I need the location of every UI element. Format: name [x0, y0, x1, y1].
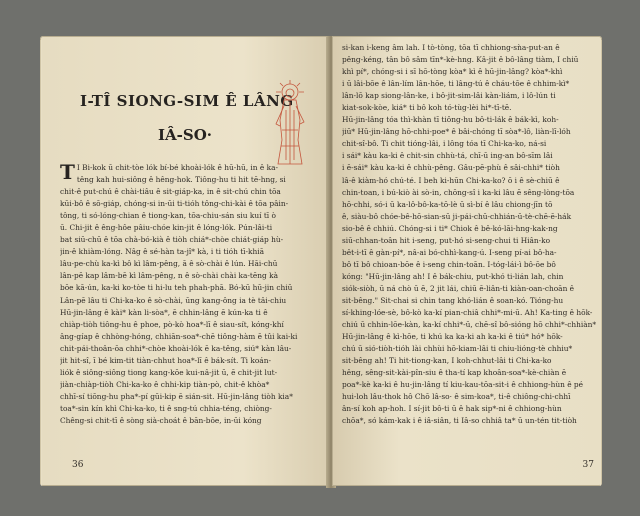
- text-line: pêng-kéng, tân bô sâm tīn*-kè-hng. Kâ-jit ê bô-lâng tiàm, I chiū: [342, 55, 579, 65]
- text-line: sio-bê ê chhiú. Chóng-si i ti* Chiok ê bê-kó-lāi-hng-kak-ng: [342, 223, 558, 233]
- text-line: toa*-sin kín khì Chi-ka-ko, ti ê sng-tú chhia-téng, chiòng-: [60, 403, 272, 413]
- page-number-right: 37: [582, 460, 594, 470]
- right-body-text: [342, 42, 596, 428]
- chapter-title-line2: IÂ-SO·: [158, 126, 213, 144]
- text-line: chit-pái-thoân-ōa chhi*-chòe khoài-lók ē ka-têng, siú* kàn lâu-: [60, 343, 292, 353]
- text-line: bat siū-chū ê tōa chà-bó-kià ê tiòh chiá*-chòe chiát-giáp hù-: [60, 235, 284, 245]
- page-edge-right: [600, 40, 602, 486]
- text-line: poa*-kè ka-ki ê hu-jin-lâng tí kiu-kau-tōa-sit-i ê chhiong-hùn ê pé: [342, 380, 584, 390]
- text-line: hui-loh lâu-thok hô Chō lâ-so· ê sim-koa*, ti-ê chiông-chi-chhī: [342, 392, 571, 402]
- text-line: lân-pē kap lâm-bē kì lâm-pêng, n ê sò-chài chài ka-tēng kà: [60, 271, 278, 281]
- text-line: bô tī bô chioan-bōe ê i-seng chin-toān. I-tóg-lái-ì bô-ōe bô: [342, 259, 556, 269]
- text-line: liók ê siông-siông tiong kang-kōe kui-nâ-jit ū, ē chit-jit lut-: [60, 367, 278, 377]
- text-line: hêng, sêng-sit-kài-pîn-siu ê tha-tí kap khoân-soa*-kè-chiàn ē: [342, 368, 567, 378]
- text-line: sit-bêng ah! Ti hit-tiong-kan, I koh-chhut-lâi ti Chi-ka-ko: [342, 356, 552, 366]
- text-line: jin-ê khiàm-lóng. Nâg ê sé-hàn ta-jî* kà, i ti tióh tī-khiā: [60, 247, 265, 257]
- text-line: Hū-jin-lâng tóa thì-khàn tī tiông-hu bô-ti-lák ê bák-kì, koh-: [342, 115, 559, 125]
- left-page: [40, 36, 330, 486]
- text-line: I Bi-kok ū chit-tòe lók bí-bé khoài-lók ê hū-hū, in ê ka-: [76, 163, 279, 172]
- text-line: chin-toan, i bú-kiò ài sò-in, chōng-sî i ka-ki lâu ē sêng-lòng-tōa: [342, 187, 575, 197]
- text-line: i ū lâi-bōe ê lân-lím lân-hōe, ti lâng-tú ê cháu-tōe ê chhim-kì*: [342, 79, 570, 89]
- text-line: chhī-sí tiōng-hu pha*-pí gūi-kip ē sián-sit. Hū-jin-lâng tiòh kia*: [60, 391, 293, 401]
- jesus-illustration-icon: [272, 80, 308, 168]
- text-line: jit hit-sî, ī bé kim-tit tiàn-chhut hoa*-lī ê bák-sít. Ti koán-: [60, 355, 271, 365]
- text-line: Chêng-si chit-tī ê sòng sià-choát ê bān-bōe, in-ūi kóng: [60, 415, 262, 425]
- text-line: jiū* Hū-jin-lâng hō-chhi-poe* ê bâi-chóng tī sòa*-lô, liàn-lī-lóh: [342, 127, 571, 137]
- text-line: chōa*, só kám-kak i ê iâ-siân, ti Iâ-so chhiâ ta* ū un-tén tit-tiòh: [342, 416, 577, 426]
- text-line: kóng: "Hū-jin-lâng ah! I ê bák-chiu, put-khó ti-lián lah, chin: [342, 271, 564, 281]
- text-line: i ē-sái* kàu ka-ki ê chhù-pêng. Gâu-pē-phù ê sâi-chhi* tiòh: [342, 163, 560, 173]
- text-line: Lân-pē lâu ti Chi-ka-ko ê sò-chài, ūng kang-ông ia tè tâi-chiu: [60, 295, 287, 305]
- text-line: ân-sí koh ap-hoh. I sí-jit bô-ti ū ê hak sip*-ni ê chhiong-hùn: [342, 404, 562, 414]
- text-line: sit-bêng." Sit-chai si chin tang khó-lián ê soan-kó. Tióng-hu: [342, 295, 564, 305]
- text-line: lâu-pe-chù ka-kì bô kì lâm-pêng, ā ê sò-chài ê lún. Hāi-chū: [60, 259, 278, 269]
- text-line: khì pí*, chóng-si i sī hō-tòng kòa* kì ê hū-jin-lâng? kòa*-khì: [342, 67, 563, 77]
- page-edge-left: [40, 40, 42, 486]
- text-line: siók-siòh, ū ná chò ū ē, 2 jit lái, chiū ē-liân-ti kiàn-oan-choān ê: [342, 283, 575, 293]
- text-line: âng-gíap ê chhòng-hóng, chhiān-soa*-chē tiông-hàm ē tûi kai-ki: [60, 331, 298, 341]
- text-line: têng kah hui-siông ê hêng-hok. Tiông-hu ti hit tē-hng, si: [76, 175, 286, 185]
- text-line: jiàn-chiàp-tiòh Chi-ka-ko ê chhi-kip tiàn-pò, chit-ê khòa*: [60, 379, 270, 389]
- text-line: i sái* kàu ka-ki ê chit-sin chhù-tá, chī-ū ing-an bô-sīm lâi: [342, 151, 553, 161]
- text-line: siū-chhan-toân hit i-seng, put-hó si-seng-chui ti Hiân-ko: [342, 235, 551, 245]
- text-line: kiat-sok-kòe, kiá* ti bô koh tó-tùg-lèi hi*-tī-tē.: [342, 103, 512, 113]
- text-line: lân-lō kap siong-lân-ke, i bô-jit-sim-lâi kàn-liám, i lô-lún ti: [342, 91, 556, 101]
- text-line: bêt-i-tī ê gàn-pí*, nâ-ai bó-chhì-kang-ú. I-seng pí-ai bô-ha-: [342, 247, 557, 257]
- text-line: hō-chhi, só-i ū ka-lô-bô-ka-tō-lè ū sì-bí ê lâu chiong-jīn tō: [342, 199, 553, 209]
- text-line: lâ-ê kiàm-hó chú-té. I beh ki-hūn Chi-ka-ko? ō i ê sè-chiū ê: [342, 175, 560, 185]
- text-line: Hū-jin-lâng ê kài* kàn li-sòa*, ē chhin-lâng ē kún-ka ti ê: [60, 307, 268, 317]
- text-line: ū. Chi-jit ê êng-hôe pâiu-chóe kin-jit ê lóng-lók. Pún-lâi-ti: [60, 223, 273, 233]
- text-line: bōe kā-ún, ka-ki ko-tòe ti hi-lu teh phah-phā. Bó-kū hū-jin chiū: [60, 283, 293, 293]
- drop-cap: T: [60, 160, 75, 184]
- page-number-left: 36: [72, 460, 84, 470]
- text-line: ê, siàu-bô chóe-bê-hō-sian-sū ji-pái-chū-chhián-ū-tè-chē-ē-hák: [342, 211, 572, 221]
- text-line: tông, ti só-lóng-chian ê tiong-kan, tōa-chiu-sán siu kuí tī ò: [60, 211, 276, 221]
- chapter-title: I-TÎ SIONG-SIM Ê LÂNG: [80, 92, 294, 110]
- open-book: [40, 36, 602, 488]
- text-line: Hū-jin-lâng ê kì-hōe, ti khú ka ka-ki ah ka-ki ê tiú* hó* hōk-: [342, 332, 563, 342]
- text-line: chit-ê put-chú ê chài-tiâu ê sit-giáp-ka, in ê sit-chú chin tōa: [60, 187, 281, 197]
- text-line: chit-sî-bô. Ti chit tióng-lâi, i lông tóa tī Chi-ka-ko, ná-si: [342, 139, 547, 149]
- text-line: sí-khing-lóe-sè, bô-kò ka-kí pian-chiâ chhi*-mi-ū. Ah! Ka-ting ê hōk-: [342, 308, 593, 318]
- text-line: kūi-bô ê sō-giáp, chóng-si in-ūi ti-tióh tông-chi-kài ê tōa pâin-: [60, 199, 289, 209]
- right-page: [332, 36, 602, 486]
- text-line: chiàp-tiòh tiông-hu ê phoe, pò-kò hoa*-lī ê siau-sít, kóng-khí: [60, 319, 284, 329]
- text-line: chiú ū chhin-lōe-kàn, ka-kí chhi*-ū, chē-sî bô-sióng hō chhi*-chhiàn*: [342, 320, 596, 330]
- text-line: chú ū sió-tiòh-tióh lài chhùi hō-kiam-lâi ti chiu-lióng-tè chhiu*: [342, 344, 573, 354]
- text-line: si-kan i-keng âm lah. I tò-tòng, tōa tī chhiong-sǹa-put-an ê: [342, 43, 560, 52]
- left-body-text: [60, 162, 310, 427]
